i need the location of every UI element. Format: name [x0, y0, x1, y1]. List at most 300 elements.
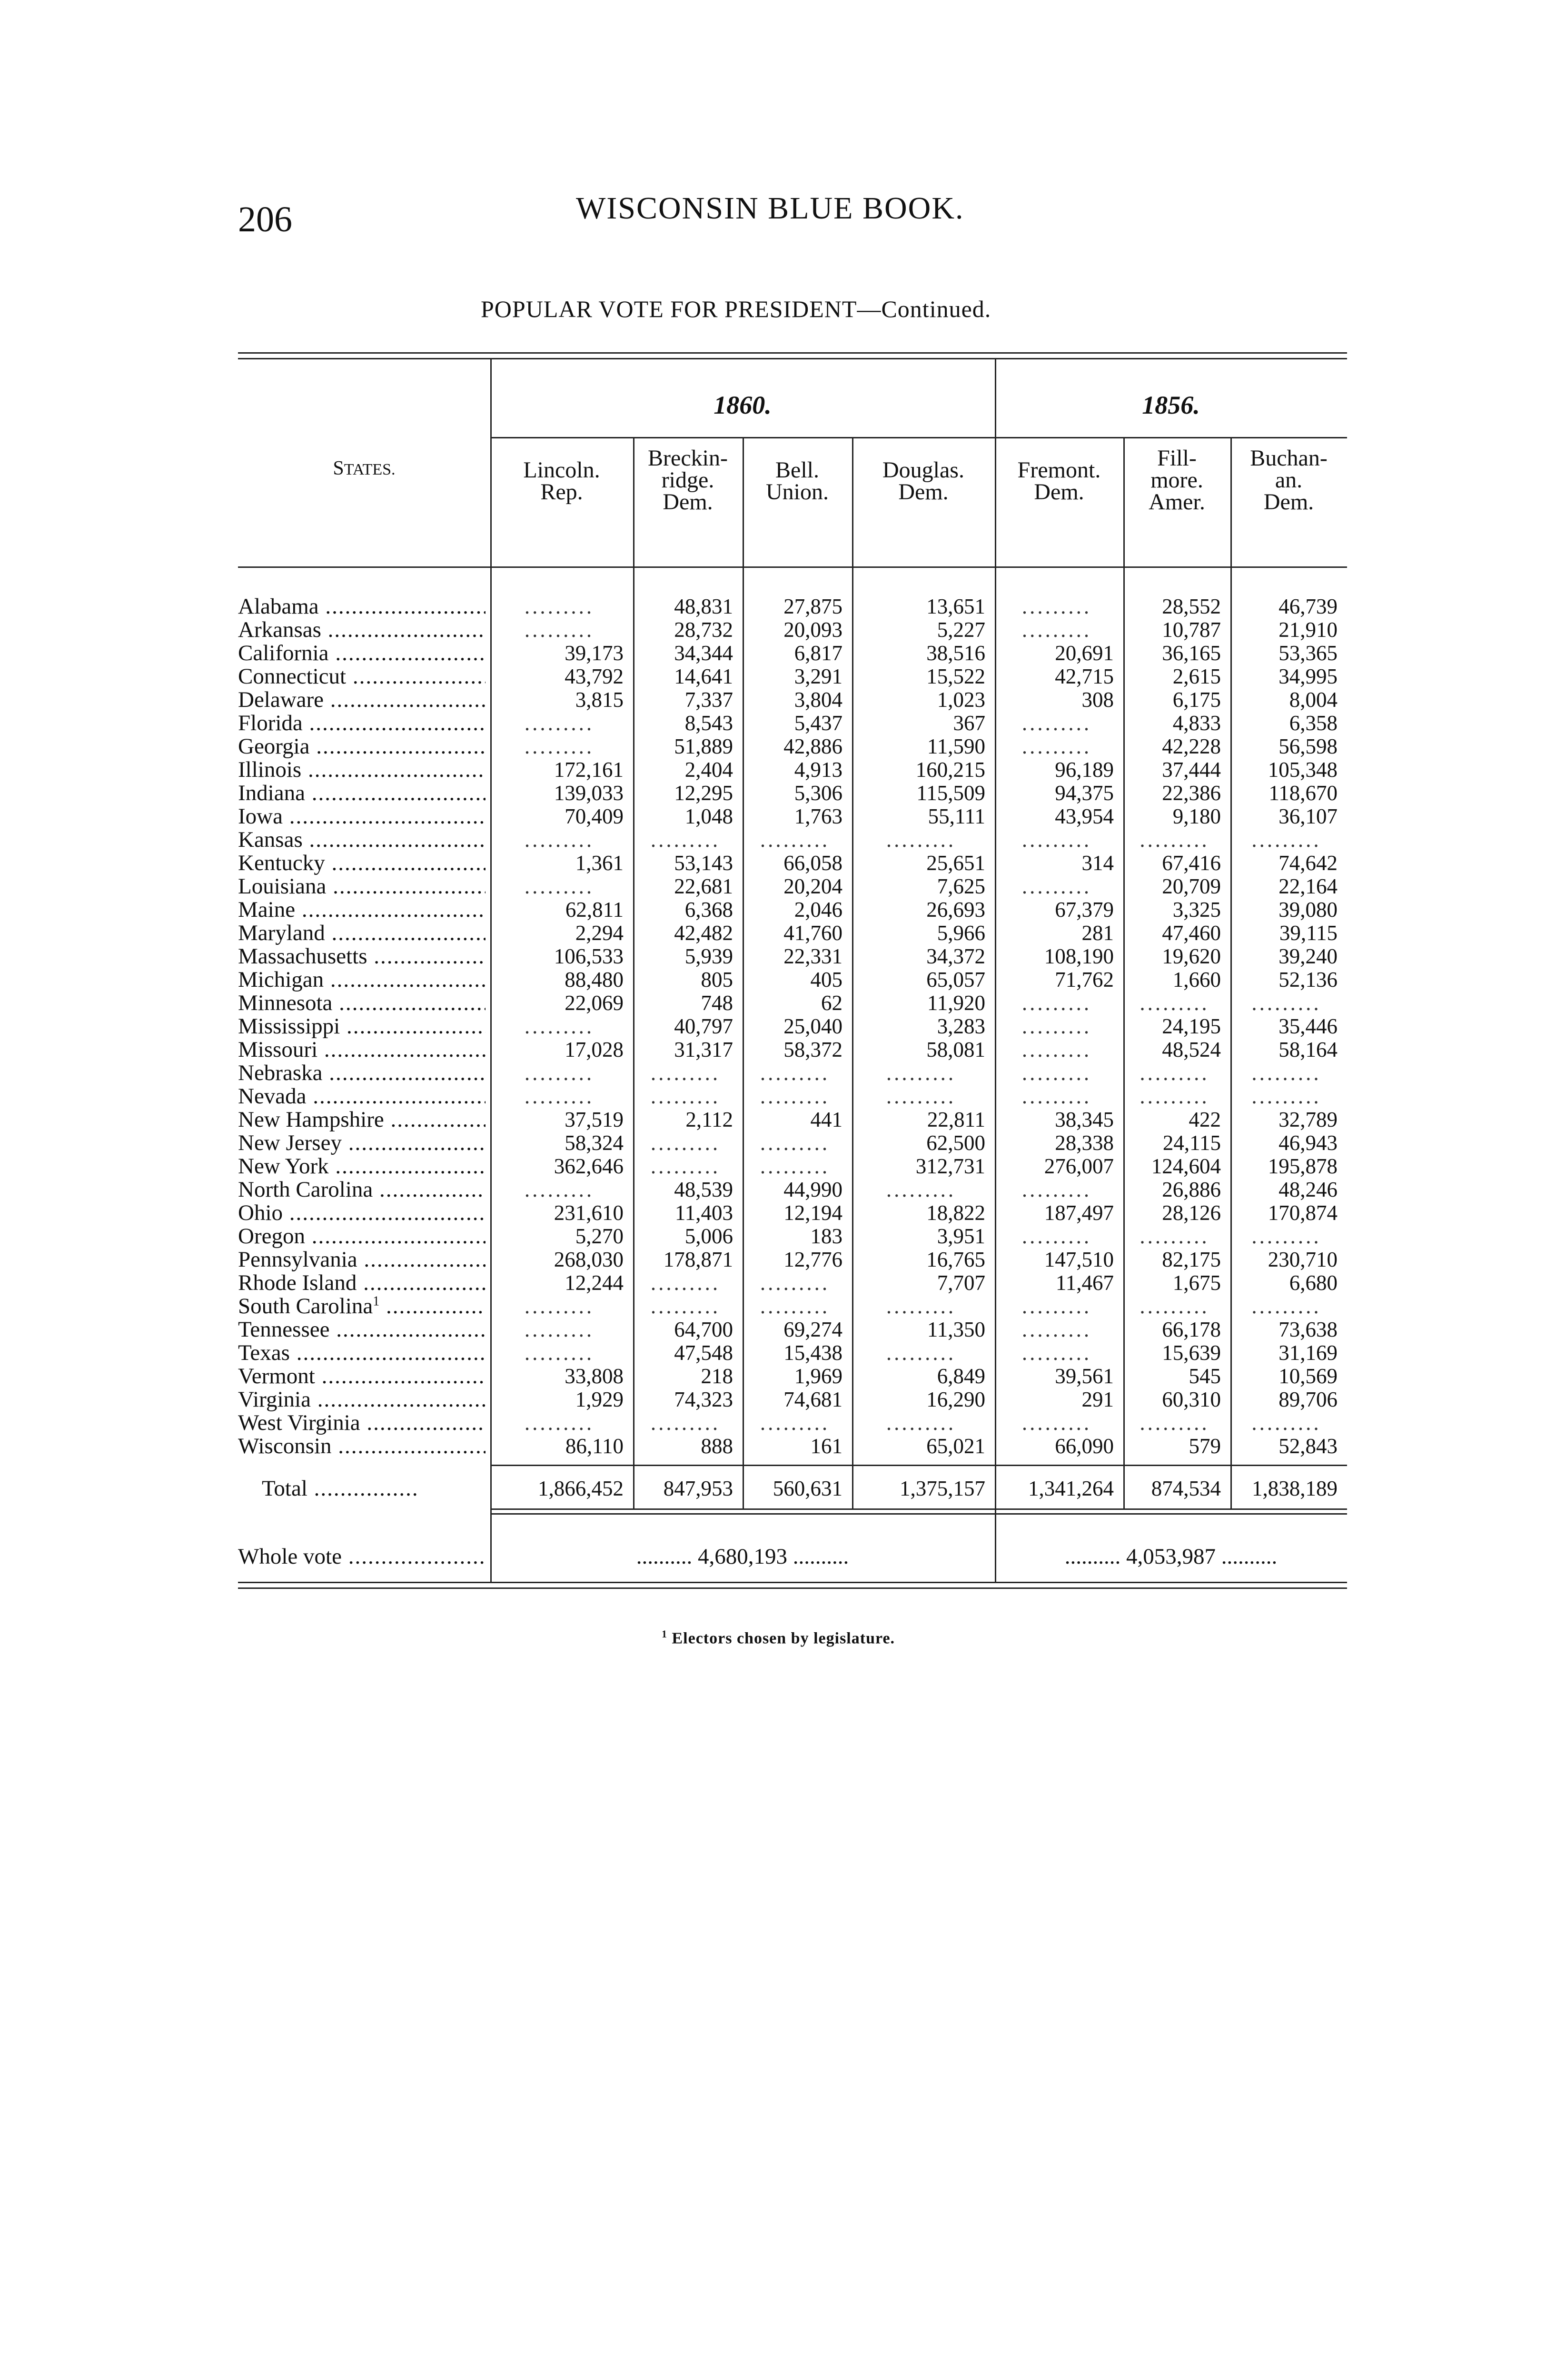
vote-cell: 89,706: [1278, 1388, 1338, 1411]
vote-cell: 11,350: [927, 1318, 985, 1341]
vote-cell: 65,057: [926, 968, 985, 992]
table-row: [238, 875, 1347, 898]
vote-cell: 3,325: [1172, 898, 1221, 922]
column-header: [743, 459, 852, 503]
state-name: [238, 1365, 486, 1388]
vote-cell: 139,033: [554, 781, 624, 805]
table-row: [238, 1295, 1347, 1318]
state-name-text: Rhode Island: [238, 1271, 357, 1295]
empty-cell: .........: [650, 1154, 721, 1178]
empty-cell: .........: [1021, 991, 1092, 1015]
vote-cell: 20,691: [1055, 641, 1114, 665]
vote-cell: 7,625: [937, 874, 985, 898]
vote-cell: 183: [810, 1224, 842, 1248]
leader-dots: ..........: [1216, 1544, 1278, 1569]
state-name-text: Louisiana: [238, 875, 327, 898]
vote-cell: 11,467: [1055, 1271, 1114, 1295]
whole-vote-label-text: Whole vote: [238, 1544, 342, 1569]
vote-cell: 9,180: [1172, 804, 1221, 828]
table-row: [238, 618, 1347, 642]
state-name: [238, 968, 486, 992]
table-row: [238, 688, 1347, 712]
table-row: [238, 1341, 1347, 1365]
state-name-text: Nevada: [238, 1085, 307, 1108]
vote-cell: 291: [1081, 1388, 1114, 1411]
leader-dots: ..........: [636, 1544, 698, 1569]
state-name: [238, 805, 486, 828]
column-header-line1: Fremont.: [1017, 457, 1101, 483]
empty-cell: .........: [760, 1154, 830, 1178]
vote-cell: 96,189: [1055, 758, 1114, 782]
vote-cell: 1,660: [1172, 968, 1221, 992]
vote-cell: 67,379: [1055, 898, 1114, 922]
leader-dots: ..........: [787, 1544, 849, 1569]
vote-cell: 8,543: [684, 711, 733, 735]
state-name-text: Tennessee: [238, 1318, 330, 1341]
vote-cell: 86,110: [565, 1434, 624, 1458]
vote-cell: 3,291: [794, 664, 842, 688]
vote-cell: 60,310: [1162, 1388, 1221, 1411]
vote-cell: 187,497: [1044, 1201, 1114, 1225]
empty-cell: .........: [1021, 1084, 1092, 1108]
year-1860: 1860.: [714, 391, 772, 419]
vote-cell: 48,246: [1278, 1178, 1338, 1201]
year-rule-1856: [995, 437, 1347, 438]
empty-cell: .........: [524, 1318, 595, 1341]
top-rule-2: [238, 358, 1347, 359]
empty-cell: .........: [1021, 1224, 1092, 1248]
vote-cell: 17,028: [565, 1038, 624, 1061]
empty-cell: .........: [650, 1271, 721, 1295]
vote-cell: 22,331: [783, 944, 842, 968]
empty-cell: .........: [760, 1294, 830, 1318]
vote-cell: 28,732: [674, 618, 733, 642]
vote-cell: 1,969: [794, 1364, 842, 1388]
state-name: [238, 1061, 486, 1085]
empty-cell: .........: [1021, 1038, 1092, 1061]
empty-cell: .........: [1140, 828, 1209, 852]
vote-cell: 13,651: [926, 595, 985, 618]
vote-cell: 12,244: [565, 1271, 624, 1295]
state-name-text: Iowa: [238, 805, 283, 828]
state-name: [238, 1271, 486, 1295]
running-head: WISCONSIN BLUE BOOK.: [576, 191, 964, 226]
vote-cell: 66,178: [1162, 1318, 1221, 1341]
vote-cell: 62: [821, 991, 842, 1015]
empty-cell: .........: [1140, 1224, 1209, 1248]
column-header-line1: Fill-: [1157, 446, 1197, 471]
state-name: [238, 642, 486, 665]
empty-cell: .........: [886, 1294, 956, 1318]
state-name: [238, 1201, 486, 1225]
vote-cell: 5,306: [794, 781, 842, 805]
state-name: [238, 1388, 486, 1411]
empty-cell: .........: [1021, 1014, 1092, 1038]
vote-cell: 21,910: [1278, 618, 1338, 642]
empty-cell: .........: [524, 828, 595, 852]
vote-cell: 3,804: [794, 688, 842, 712]
vote-cell: 27,875: [783, 595, 842, 618]
vote-cell: 1,838,189: [1252, 1477, 1338, 1500]
vote-cell: 52,136: [1278, 968, 1338, 992]
table-row: [238, 1038, 1347, 1061]
vote-cell: 2,112: [685, 1108, 733, 1131]
empty-cell: .........: [524, 618, 595, 642]
empty-cell: .........: [524, 595, 595, 618]
vote-cell: 22,164: [1278, 874, 1338, 898]
whole-vote-value: 4,680,193: [698, 1544, 787, 1569]
vote-cell: 65,021: [926, 1434, 985, 1458]
vote-cell: 42,482: [674, 921, 733, 945]
state-name-text: Nebraska: [238, 1061, 323, 1085]
vote-cell: 1,763: [794, 804, 842, 828]
state-name-text: Missouri: [238, 1038, 318, 1061]
state-name-text: Virginia: [238, 1388, 311, 1411]
state-name: [238, 618, 486, 642]
table-row: [238, 1271, 1347, 1295]
state-name: [238, 875, 486, 898]
table-row: [238, 968, 1347, 992]
state-name: [238, 665, 486, 688]
empty-cell: .........: [1021, 595, 1092, 618]
state-name-text: Georgia: [238, 735, 310, 758]
state-name-text: Delaware: [238, 688, 324, 712]
footnote: [662, 1628, 895, 1647]
table-row: [238, 1388, 1347, 1411]
vote-cell: 276,007: [1044, 1154, 1114, 1178]
state-name-text: Vermont: [238, 1365, 315, 1388]
vote-cell: 3,283: [937, 1014, 985, 1038]
vote-cell: 22,069: [565, 991, 624, 1015]
state-name: [238, 688, 486, 712]
page-number: 206: [238, 199, 292, 239]
bottom-rule: [238, 1582, 1347, 1583]
state-name-text: Indiana: [238, 782, 305, 805]
vote-cell: 6,849: [937, 1364, 985, 1388]
empty-cell: .........: [1021, 711, 1092, 735]
empty-cell: .........: [1140, 1294, 1209, 1318]
vote-cell: 37,519: [565, 1108, 624, 1131]
table-row: [238, 1248, 1347, 1271]
table-row: [238, 642, 1347, 665]
vote-cell: 147,510: [1044, 1248, 1114, 1271]
vote-cell: 34,372: [926, 944, 985, 968]
vote-cell: 105,348: [1268, 758, 1338, 782]
table-title: POPULAR VOTE FOR PRESIDENT—Continued.: [481, 296, 991, 322]
state-name-text: Massachusetts: [238, 945, 367, 968]
state-name: [238, 782, 486, 805]
vote-cell: 314: [1081, 851, 1114, 875]
vote-cell: 18,822: [926, 1201, 985, 1225]
empty-cell: .........: [1140, 1411, 1209, 1435]
state-name: [238, 922, 486, 945]
vote-cell: 73,638: [1278, 1318, 1338, 1341]
vote-cell: 268,030: [554, 1248, 624, 1271]
vote-cell: 20,204: [783, 874, 842, 898]
state-name: [238, 1178, 486, 1201]
state-name: [238, 828, 486, 852]
state-name: [238, 1295, 486, 1318]
vote-cell: 6,680: [1289, 1271, 1338, 1295]
state-name: [238, 1038, 486, 1061]
vote-cell: 55,111: [928, 804, 985, 828]
vote-cell: 28,126: [1162, 1201, 1221, 1225]
vote-cell: 33,808: [565, 1364, 624, 1388]
vote-cell: 12,295: [674, 781, 733, 805]
empty-cell: .........: [1251, 1061, 1321, 1085]
vote-cell: 115,509: [916, 781, 985, 805]
footnote-marker: 1: [662, 1628, 667, 1640]
states-header: [238, 457, 490, 480]
vote-cell: 38,516: [926, 641, 985, 665]
vote-cell: 14,641: [674, 664, 733, 688]
state-name-text: Kansas: [238, 828, 303, 852]
table-row: [238, 1365, 1347, 1388]
vote-cell: 160,215: [915, 758, 985, 782]
empty-cell: .........: [1251, 828, 1321, 852]
top-rule: [238, 352, 1347, 354]
popular-vote-table: [238, 352, 1347, 1618]
vote-cell: 20,709: [1162, 874, 1221, 898]
vote-cell: 16,765: [926, 1248, 985, 1271]
empty-cell: .........: [760, 1271, 830, 1295]
column-header-line1: Lincoln.: [523, 457, 600, 483]
vote-cell: 1,375,157: [900, 1477, 985, 1500]
vote-cell: 15,522: [926, 664, 985, 688]
state-name: [238, 1108, 486, 1131]
table-row: [238, 992, 1347, 1015]
vote-cell: 38,345: [1055, 1108, 1114, 1131]
empty-cell: .........: [760, 1411, 830, 1435]
vote-cell: 12,194: [783, 1201, 842, 1225]
state-name: [238, 1131, 486, 1155]
vote-cell: 34,344: [674, 641, 733, 665]
vote-cell: 170,874: [1268, 1201, 1338, 1225]
vote-cell: 36,165: [1162, 641, 1221, 665]
vote-cell: 39,173: [565, 641, 624, 665]
table-row: [238, 1131, 1347, 1155]
table-row: [238, 828, 1347, 852]
table-row: [238, 852, 1347, 875]
table-row: [238, 758, 1347, 782]
vote-cell: 5,227: [937, 618, 985, 642]
vote-cell: 46,739: [1278, 595, 1338, 618]
state-name-text: Florida: [238, 712, 303, 735]
empty-cell: .........: [760, 1084, 830, 1108]
empty-cell: .........: [524, 1061, 595, 1085]
vote-cell: 66,090: [1055, 1434, 1114, 1458]
table-row: [238, 1318, 1347, 1341]
vote-cell: 58,324: [565, 1131, 624, 1155]
table-row: [238, 1085, 1347, 1108]
vote-cell: 39,080: [1278, 898, 1338, 922]
vote-cell: 71,762: [1055, 968, 1114, 992]
state-name-text: New Jersey: [238, 1131, 342, 1155]
vote-cell: 7,707: [937, 1271, 985, 1295]
header-bottom-rule: [238, 566, 1347, 568]
vote-cell: 218: [701, 1364, 733, 1388]
state-name-text: North Carolina: [238, 1178, 373, 1201]
vote-cell: 40,797: [674, 1014, 733, 1038]
state-name-text: Kentucky: [238, 852, 325, 875]
vote-cell: 6,368: [684, 898, 733, 922]
vote-cell: 5,006: [684, 1224, 733, 1248]
state-name: [238, 1015, 486, 1038]
column-header: [633, 447, 743, 513]
empty-cell: .........: [1021, 828, 1092, 852]
whole-vote-label: [238, 1544, 486, 1569]
whole-vote-1856: [995, 1544, 1347, 1569]
vote-cell: 560,631: [773, 1477, 842, 1500]
vote-cell: 48,831: [674, 595, 733, 618]
vote-cell: 874,534: [1151, 1477, 1221, 1500]
state-name-text: South Carolina: [238, 1295, 373, 1318]
vote-cell: 8,004: [1289, 688, 1338, 712]
empty-cell: .........: [1021, 1294, 1092, 1318]
vote-cell: 11,590: [927, 734, 985, 758]
state-name-text: Illinois: [238, 758, 302, 782]
state-name-text: New Hampshire: [238, 1108, 384, 1131]
vote-cell: 1,341,264: [1028, 1477, 1114, 1500]
column-header-line1: Bell.: [775, 457, 819, 483]
vote-cell: 74,642: [1278, 851, 1338, 875]
vote-cell: 405: [810, 968, 842, 992]
states-header-initial: S: [333, 457, 344, 479]
vote-cell: 22,681: [674, 874, 733, 898]
state-name: [238, 1248, 486, 1271]
vote-cell: 5,270: [575, 1224, 624, 1248]
state-name: [238, 1085, 486, 1108]
vote-cell: 25,040: [783, 1014, 842, 1038]
empty-cell: .........: [1140, 991, 1209, 1015]
state-name: [238, 1411, 486, 1435]
vote-cell: 231,610: [554, 1201, 624, 1225]
state-name-text: Alabama: [238, 595, 319, 618]
empty-cell: .........: [760, 828, 830, 852]
vote-cell: 31,169: [1278, 1341, 1338, 1365]
vote-cell: 1,023: [937, 688, 985, 712]
vote-cell: 422: [1189, 1108, 1221, 1131]
vote-cell: 195,878: [1268, 1154, 1338, 1178]
vote-cell: 1,675: [1172, 1271, 1221, 1295]
empty-cell: .........: [1251, 1084, 1321, 1108]
empty-cell: .........: [524, 711, 595, 735]
vote-cell: 62,500: [926, 1131, 985, 1155]
footnote-text: Electors chosen by legislature.: [672, 1629, 895, 1647]
vote-cell: 3,951: [937, 1224, 985, 1248]
column-header-line3: Dem.: [1263, 489, 1314, 515]
empty-cell: .........: [650, 1294, 721, 1318]
empty-cell: .........: [524, 1411, 595, 1435]
vote-cell: 579: [1189, 1434, 1221, 1458]
column-header: [995, 459, 1123, 503]
state-name: [238, 992, 486, 1015]
vote-cell: 10,787: [1162, 618, 1221, 642]
empty-cell: .........: [886, 1411, 956, 1435]
vote-cell: 88,480: [565, 968, 624, 992]
states-header-rest: TATES.: [344, 461, 396, 478]
empty-cell: .........: [1021, 1061, 1092, 1085]
empty-cell: .........: [650, 1084, 721, 1108]
whole-vote-1860: [490, 1544, 995, 1569]
empty-cell: .........: [760, 1061, 830, 1085]
empty-cell: .........: [650, 1411, 721, 1435]
vote-cell: 22,811: [927, 1108, 985, 1131]
vote-cell: 15,438: [783, 1341, 842, 1365]
state-name-text: Michigan: [238, 968, 324, 992]
empty-cell: .........: [1140, 1061, 1209, 1085]
vote-cell: 34,995: [1278, 664, 1338, 688]
state-name-text: Maryland: [238, 922, 325, 945]
vote-cell: 888: [701, 1434, 733, 1458]
column-header-line1: Breckin-: [648, 446, 728, 471]
vote-cell: 58,372: [783, 1038, 842, 1061]
empty-cell: .........: [1021, 618, 1092, 642]
column-header-line3: Amer.: [1149, 489, 1205, 515]
state-name-text: Ohio: [238, 1201, 283, 1225]
vote-cell: 39,115: [1279, 921, 1338, 945]
table-row: [238, 1155, 1347, 1178]
table-row: [238, 1435, 1347, 1458]
column-header-line2: Union.: [766, 479, 829, 505]
table-row: [238, 1178, 1347, 1201]
vote-cell: 31,317: [674, 1038, 733, 1061]
empty-cell: .........: [524, 1014, 595, 1038]
vote-cell: 22,386: [1162, 781, 1221, 805]
vote-cell: 1,048: [684, 804, 733, 828]
column-header: [852, 459, 995, 503]
empty-cell: .........: [886, 1061, 956, 1085]
vote-cell: 5,966: [937, 921, 985, 945]
state-name-text: Texas: [238, 1341, 290, 1365]
vote-cell: 25,651: [926, 851, 985, 875]
empty-cell: .........: [1021, 1318, 1092, 1341]
vote-cell: 4,833: [1172, 711, 1221, 735]
state-name: [238, 898, 486, 922]
vote-cell: 70,409: [565, 804, 624, 828]
vote-cell: 44,990: [783, 1178, 842, 1201]
empty-cell: .........: [1021, 1178, 1092, 1201]
vote-cell: 53,143: [674, 851, 733, 875]
empty-cell: .........: [524, 734, 595, 758]
table-row: [238, 1108, 1347, 1131]
vote-cell: 6,175: [1172, 688, 1221, 712]
whole-vote-value: 4,053,987: [1126, 1544, 1216, 1569]
empty-cell: .........: [886, 828, 956, 852]
vote-cell: 2,046: [794, 898, 842, 922]
vote-cell: 16,290: [926, 1388, 985, 1411]
state-name-text: West Virginia: [238, 1411, 360, 1435]
empty-cell: .........: [1021, 1341, 1092, 1365]
state-name-text: New York: [238, 1155, 329, 1178]
vote-cell: 1,361: [575, 851, 624, 875]
state-name: [238, 852, 486, 875]
column-header: [1230, 447, 1347, 513]
vote-cell: 42,228: [1162, 734, 1221, 758]
vote-cell: 10,569: [1278, 1364, 1338, 1388]
vote-cell: 5,437: [794, 711, 842, 735]
state-name: [238, 1155, 486, 1178]
year-1856: 1856.: [1142, 391, 1200, 419]
empty-cell: .........: [1251, 1294, 1321, 1318]
empty-cell: .........: [760, 1131, 830, 1155]
empty-cell: .........: [1021, 874, 1092, 898]
vote-cell: 62,811: [565, 898, 624, 922]
state-name: [238, 1341, 486, 1365]
vote-cell: 74,681: [783, 1388, 842, 1411]
state-name-text: Oregon: [238, 1225, 305, 1248]
vote-cell: 230,710: [1268, 1248, 1338, 1271]
